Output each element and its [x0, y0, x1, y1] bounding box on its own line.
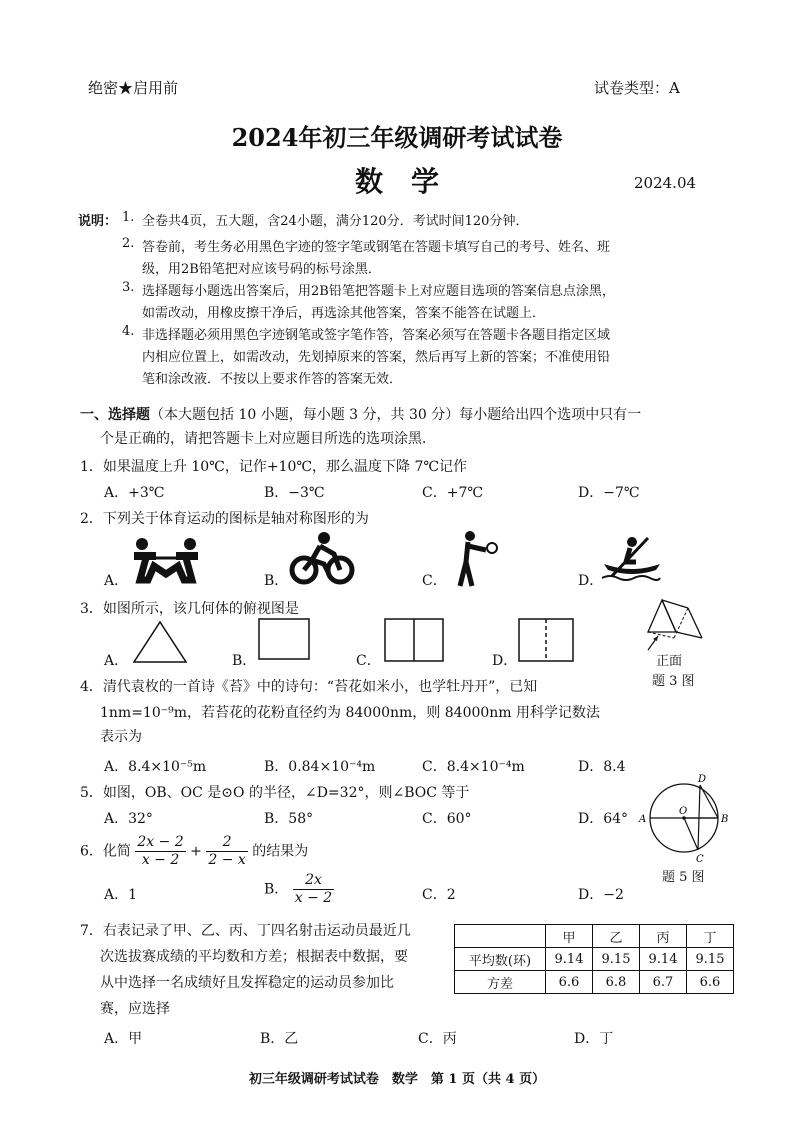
q3-option-d: D． [492, 653, 518, 669]
q5-option-a: A．32° [104, 811, 153, 827]
q7-stem-line2: 次选拔赛成绩的平均数和方差；根据表中数据，要 [100, 949, 408, 965]
q3-option-a: A． [104, 653, 129, 669]
exam-title: 2024年初三年级调研考试试卷 [231, 123, 563, 152]
q2-option-a: A． [104, 573, 129, 589]
q4-stem-line1: 4．清代袁枚的一首诗《苔》中的诗句：“苔花如米小，也学牡丹开”，已知 [80, 679, 538, 695]
instruction-4-line: 笔和涂改液．不按以上要求作答的答案无效． [142, 372, 403, 387]
q3-stem: 3．如图所示，该几何体的俯视图是 [80, 601, 299, 617]
q5-figure-caption: 题 5 图 [662, 870, 705, 885]
section-heading [80, 404, 641, 424]
q5-circle-figure [640, 772, 730, 864]
q5-label-b: B [721, 814, 729, 825]
q6-post: 的结果为 [252, 843, 309, 860]
instruction-4-num: 4. [122, 324, 135, 339]
instruction-3-num: 3. [122, 280, 135, 295]
table-row: 方差 6.6 6.8 6.7 6.6 [455, 971, 734, 994]
q6-option-b: B． $\frac{2x}{x - 2}$ [264, 872, 333, 906]
q7-stem-line4: 赛，应选择 [100, 1001, 170, 1017]
q5-option-c: C．60° [422, 811, 472, 827]
q4-option-d: D．8.4 [578, 759, 626, 775]
q6-fraction-2: $\frac{2}{2 - x}$ [208, 834, 246, 868]
q6-option-b-fraction: $\frac{2x}{x - 2}$ [294, 872, 333, 906]
exam-date: 2024.04 [634, 174, 697, 192]
q6-option-c: C．2 [422, 887, 456, 903]
canoeing-icon [598, 536, 662, 584]
q3-prism-figure [640, 594, 708, 654]
q1-option-c: C．+7℃ [422, 485, 484, 501]
q1-option-d: D．−7℃ [578, 485, 640, 501]
section-desc: （本大题包括 10 小题，每小题 3 分，共 30 分）每小题给出四个选项中只有一 [150, 407, 642, 423]
q3-dashed-rectangle-option [518, 618, 574, 662]
q4-stem-line3: 表示为 [100, 729, 142, 745]
q5-label-a: A [639, 814, 647, 825]
paper-type-label: 试卷类型：A [594, 79, 680, 97]
q5-option-b: B．58° [264, 811, 314, 827]
q5-option-d: D．64° [578, 811, 629, 827]
subject-title: 数 学 [354, 165, 439, 198]
q7-stem-line1: 7．右表记录了甲、乙、丙、丁四名射击运动员最近几 [80, 923, 411, 939]
q7-option-c: C．丙 [418, 1031, 457, 1047]
instruction-4-line: 内相应位置上，如需改动，先划掉原来的答案，然后再写上新的答案；不准使用铅 [142, 350, 611, 365]
q4-stem-line2: 1nm=10⁻⁹m，若苔花的花粉直径约为 84000nm，则 84000nm 用科学记数法 [100, 705, 601, 721]
q7-option-b: B．乙 [260, 1031, 299, 1047]
q1-option-b: B．−3℃ [264, 485, 325, 501]
page-footer: 初三年级调研考试试卷 数学 第 1 页（共 4 页） [248, 1072, 546, 1087]
q2-option-d: D． [578, 573, 604, 589]
q4-option-c: C．8.4×10⁻⁴m [422, 759, 525, 775]
instruction-3-line: 如需改动，用橡皮擦干净后，再选涂其他答案，答案不能答在试题上． [142, 306, 546, 321]
q7-stem-line3: 从中选择一名成绩好且发挥稳定的运动员参加比 [100, 975, 394, 991]
instruction-2-line: 答卷前，考生务必用黑色字迹的签字笔或钢笔在答题卡填写自己的考号、姓名、班 [142, 240, 611, 255]
q3-split-rectangle-option [384, 618, 444, 662]
instruction-3-line: 选择题每小题选出答案后，用2B铅笔把答题卡上对应题目选项的答案信息点涂黑， [142, 284, 615, 299]
q1-option-a: A．+3℃ [104, 485, 165, 501]
q1-stem: 1．如果温度上升 10℃，记作+10℃，那么温度下降 7℃记作 [80, 459, 468, 475]
q3-triangle-option [132, 620, 188, 664]
table-row: 平均数(环) 9.14 9.15 9.14 9.15 [455, 948, 734, 971]
section-desc-cont: 个是正确的，请把答题卡上对应题目所选的选项涂黑． [100, 431, 436, 447]
q2-option-c: C． [422, 573, 447, 589]
q7-option-a: A．甲 [104, 1031, 143, 1047]
confidential-label: 绝密★启用前 [88, 79, 179, 97]
q5-label-c: C [696, 854, 704, 865]
table-row: 甲 乙 丙 丁 [455, 925, 734, 948]
q6-fraction-1: $\frac{2x - 2}{x - 2}$ [137, 834, 184, 868]
q6-stem [80, 834, 308, 869]
instructions-label: 说明： [78, 214, 118, 229]
q3-figure-caption: 题 3 图 [652, 674, 695, 689]
q2-stem: 2．下列关于体育运动的图标是轴对称图形的为 [80, 511, 369, 527]
volleyball-icon [452, 530, 502, 588]
q3-option-b: B． [232, 653, 257, 669]
instruction-1-num: 1. [122, 210, 135, 225]
q3-figure-label: 正面 [656, 654, 683, 669]
tug-of-war-icon [130, 536, 202, 586]
q2-option-b: B． [264, 573, 289, 589]
q5-label-d: D [698, 774, 707, 785]
q7-option-d: D．丁 [574, 1031, 614, 1047]
cycling-icon [290, 532, 354, 586]
instruction-2-num: 2. [122, 236, 135, 251]
q4-option-a: A．8.4×10⁻⁵m [104, 759, 207, 775]
instruction-2-line: 级，用2B铅笔把对应该号码的标号涂黑． [142, 262, 381, 277]
q4-option-b: B．0.84×10⁻⁴m [264, 759, 376, 775]
q6-plus: + [190, 843, 202, 860]
q6-pre: 6．化简 [80, 843, 131, 860]
q3-option-c: C． [356, 653, 381, 669]
q6-option-a: A．1 [104, 887, 138, 903]
q5-stem: 5．如图，OB、OC 是⊙O 的半径，∠D=32°，则∠BOC 等于 [80, 785, 470, 801]
section-title: 一、选择题 [80, 407, 150, 423]
q7-score-table [454, 924, 734, 994]
q6-option-d: D．−2 [578, 887, 624, 903]
instruction-1-line: 全卷共4页，五大题，含24小题，满分120分．考试时间120分钟． [142, 214, 529, 229]
instruction-4-line: 非选择题必须用黑色字迹钢笔或签字笔作答，答案必须写在答题卡各题目指定区域 [142, 328, 611, 343]
q5-label-o: O [679, 806, 688, 817]
q3-rectangle-option [258, 618, 310, 660]
